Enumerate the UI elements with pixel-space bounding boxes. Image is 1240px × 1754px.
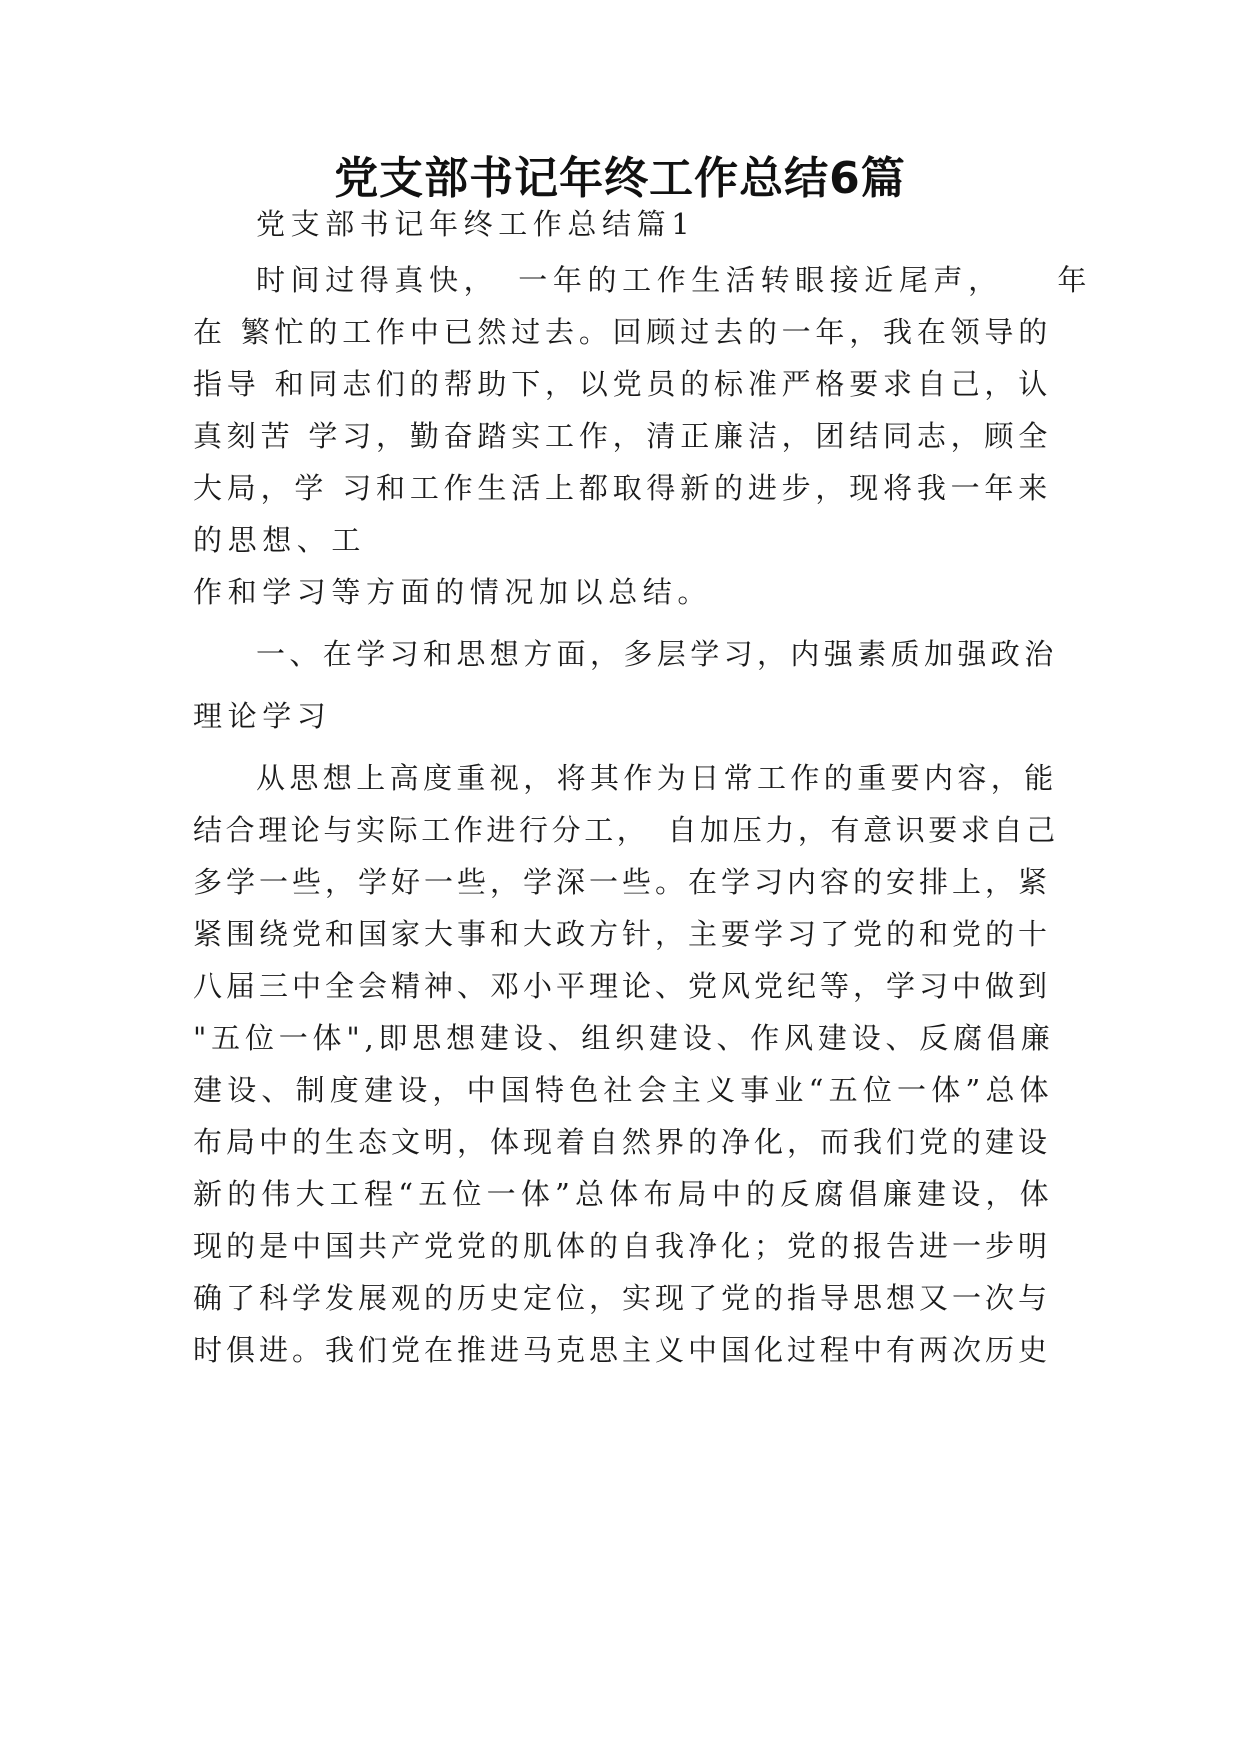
section-heading: 理论学习 (193, 699, 332, 733)
section-heading: 一、在学习和思想方面，多层学习，内强素质加强政治 (256, 637, 1058, 671)
paragraph-line: 八届三中全会精神、邓小平理论、党风党纪等，学习中做到 (193, 969, 1052, 1003)
paragraph-line: 建设、制度建设，中国特色社会主义事业“五位一体”总体 (193, 1073, 1054, 1107)
paragraph-line: "五位一体",即思想建设、组织建设、作风建设、反腐倡廉 (193, 1021, 1055, 1055)
paragraph-line: 大局，学 习和工作生活上都取得新的进步，现将我一年来 (193, 471, 1053, 505)
document-subtitle: 党支部书记年终工作总结篇1 (256, 207, 696, 241)
paragraph-line: 的思想、工 (193, 523, 367, 557)
paragraph-line: 时俱进。我们党在推进马克思主义中国化过程中有两次历史 (193, 1333, 1052, 1367)
paragraph-line: 多学一些，学好一些，学深一些。在学习内容的安排上，紧 (193, 865, 1052, 899)
paragraph-line: 布局中的生态文明，体现着自然界的净化，而我们党的建设 (193, 1125, 1052, 1159)
paragraph-line: 结合理论与实际工作进行分工， 自加压力，有意识要求自己 (193, 813, 1059, 847)
paragraph-line: 时间过得真快， 一年的工作生活转眼接近尾声， 年 (256, 263, 1093, 297)
paragraph-line: 紧围绕党和国家大事和大政方针，主要学习了党的和党的十 (193, 917, 1052, 951)
document-title: 党支部书记年终工作总结6篇 (334, 153, 906, 204)
paragraph-line: 指导 和同志们的帮助下，以党员的标准严格要求自己，认 (193, 367, 1053, 401)
paragraph-line: 确了科学发展观的历史定位，实现了党的指导思想又一次与 (193, 1281, 1052, 1315)
paragraph-line: 现的是中国共产党党的肌体的自我净化；党的报告进一步明 (193, 1229, 1052, 1263)
paragraph-line: 真刻苦 学习，勤奋踏实工作，清正廉洁，团结同志，顾全 (193, 419, 1053, 453)
paragraph-line: 新的伟大工程“五位一体”总体布局中的反腐倡廉建设，体 (193, 1177, 1054, 1211)
paragraph-line: 作和学习等方面的情况加以总结。 (193, 575, 713, 609)
paragraph-line: 在 繁忙的工作中已然过去。回顾过去的一年，我在领导的 (193, 315, 1053, 349)
paragraph-line: 从思想上高度重视，将其作为日常工作的重要内容，能 (256, 761, 1058, 795)
